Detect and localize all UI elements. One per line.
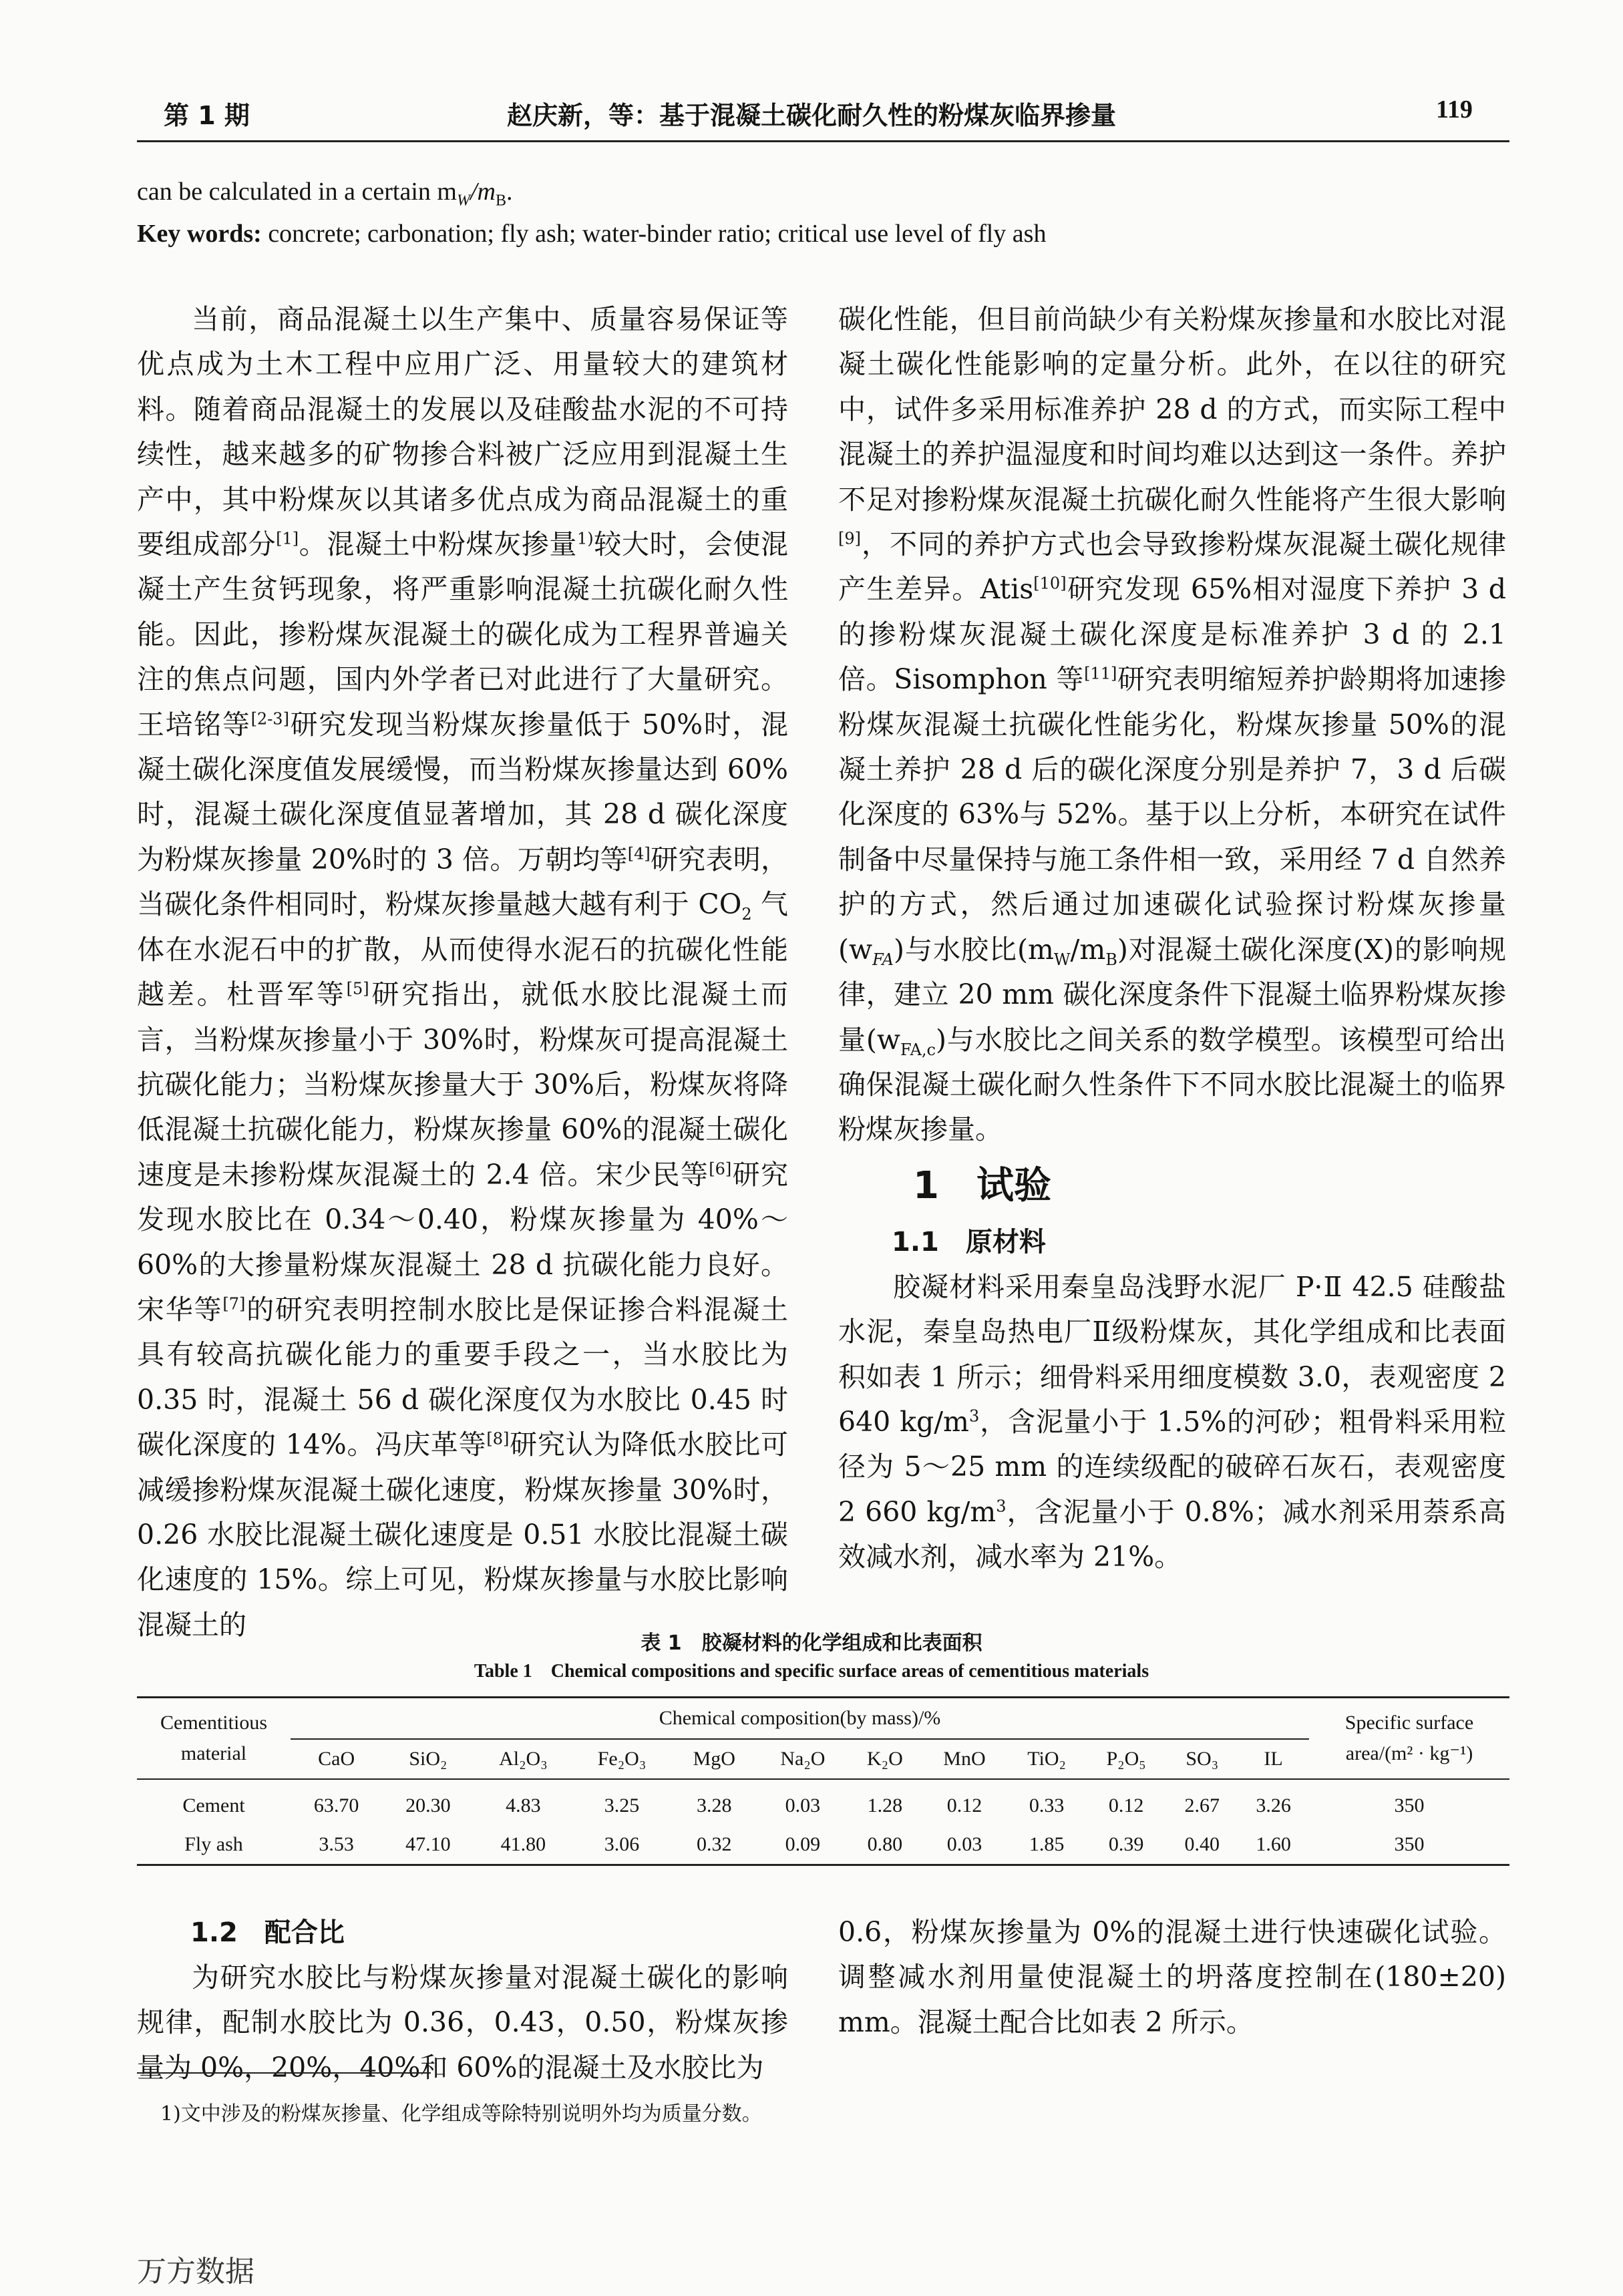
table1-col-header: SiO₂ [382, 1739, 474, 1779]
footnote-rule [137, 2072, 431, 2074]
intro-paragraph: 当前，商品混凝土以生产集中、质量容易保证等优点成为土木工程中应用广泛、用量较大的建筑材料。随着商品混凝土的发展以及硅酸盐水泥的不可持续性，越来越多的矿物掺合料被广泛应用到混凝土生产中，其中粉煤灰以其诸多优点成为商品混凝土的重要组成部分[1]。混凝土中粉煤灰掺量$^{1)}$较大时，会使混凝土产生贫钙现象，将严重影响混凝土抗碳化耐久性能。因此，掺粉煤灰混凝土的碳化成为工程界普遍关注的焦点问题，国内外学者已对此进行了大量研究。王培铭等[2-3]研究发现当粉煤灰掺量低于 50%时，混凝土碳化深度值发展缓慢，而当粉煤灰掺量达到 60%时，混凝土碳化深度值显著增加，其 28 d 碳化深度为粉煤灰掺量 20%时的 3 倍。万朝均等[4]研究表明，当碳化条件相同时，粉煤灰掺量越大越有利于 $CO_2$ 气体在水泥石中的扩散，从而使得水泥石的抗碳化性能越差。杜晋军等[5]研究指出，就低水胶比混凝土而言，当粉煤灰掺量小于 30%时，粉煤灰可提高混凝土抗碳化能力；当粉煤灰掺量大于 30%后，粉煤灰将降低混凝土抗碳化能力，粉煤灰掺量 60%的混凝土碳化速度是未掺粉煤灰混凝土的 2.4 倍。宋少民等[6]研究发现水胶比在 0.34～0.40，粉煤灰掺量为 40%～60%的大掺量粉煤灰混凝土 28 d 抗碳化能力良好。宋华等[7]的研究表明控制水胶比是保证掺合料混凝土具有较高抗碳化能力的重要手段之一，当水胶比为 0.35 时，混凝土 56 d 碳化深度仅为水胶比 0.45 时碳化深度的 14%。冯庆革等[8]研究认为降低水胶比可减缓掺粉煤灰混凝土碳化速度，粉煤灰掺量 30%时，0.26 水胶比混凝土碳化速度是 0.51 水胶比混凝土碳化速度的 15%。综上可见，粉煤灰掺量与水胶比影响混凝土的 [137, 303, 789, 1641]
table-cell: 1.60 [1238, 1825, 1309, 1865]
table-cell: 0.03 [922, 1825, 1008, 1865]
table1-col-header: MnO [922, 1739, 1008, 1779]
row-material-name: Cement [182, 1794, 245, 1816]
row-ssa: 350 [1394, 1794, 1425, 1816]
table-cell: 3.25 [604, 1794, 640, 1816]
table-cell: 47.10 [382, 1825, 474, 1865]
table1 [137, 1696, 1509, 1866]
running-title: 赵庆新，等：基于混凝土碳化耐久性的粉煤灰临界掺量 [506, 101, 1116, 130]
table1-col-header: IL [1238, 1739, 1309, 1779]
table1-col-header: CaO [291, 1739, 382, 1779]
table-cell: 63.70 [313, 1794, 359, 1816]
table-cell: 0.03 [785, 1794, 821, 1816]
table-cell: 20.30 [405, 1794, 451, 1816]
page-number: 119 [1436, 95, 1473, 124]
table-cell: 1.28 [867, 1794, 903, 1816]
table-cell: 3.26 [1256, 1794, 1291, 1816]
section-1-1-heading: 1.1 原材料 [892, 1226, 1046, 1258]
materials-paragraph: 胶凝材料采用秦皇岛浅野水泥厂 P·Ⅱ 42.5 硅酸盐水泥，秦皇岛热电厂Ⅱ级粉煤灰，其化学组成和比表面积如表 1 所示；细骨料采用细度模数 3.0，表观密度 2 640 $kg/m^3$，含泥量小于 1.5%的河砂；粗骨料采用粒径为 5～25 mm 的连续级配的破碎石灰石，表观密度 2 660 $kg/m^3$，含泥量小于 0.8%；减水剂采用萘系高效减水剂，减水率为 21%。 [838, 1270, 1506, 1573]
table1-col-header: MgO [671, 1739, 757, 1779]
table-cell: 3.28 [697, 1794, 732, 1816]
section-1-2-left [137, 1910, 788, 2090]
left-column [137, 297, 788, 1648]
table-row [137, 1825, 1509, 1865]
table-cell: 0.09 [757, 1825, 848, 1865]
table-cell: 0.12 [946, 1794, 982, 1816]
table1-col-header: Al₂O₃ [474, 1739, 573, 1779]
mix-paragraph: 为研究水胶比与粉煤灰掺量对混凝土碳化的影响规律，配制水胶比为 0.36，0.43，0.50，粉煤灰掺量为 0%，20%，40%和 60%的混凝土及水胶比为 [137, 1961, 788, 2084]
header-rule [137, 140, 1509, 142]
section-1-2-right [838, 1910, 1506, 2045]
right-column [838, 297, 1506, 1580]
table1-caption-cn: 表 1 胶凝材料的化学组成和比表面积 [641, 1632, 982, 1655]
journal-issue: 第 1 期 [164, 101, 250, 130]
table1-col-header: Na₂O [757, 1739, 848, 1779]
keywords: Key words: concrete; carbonation; fly ash; water-binder ratio; critical use level of fly ash [137, 220, 1047, 248]
table1-col-header: SO₃ [1166, 1739, 1238, 1779]
table1-header-ssa: Specific surface area/(m² · kg⁻¹) [1309, 1698, 1509, 1780]
table-cell: 0.12 [1108, 1794, 1144, 1816]
abstract-tail: can be calculated in a certain $m_W/m_B$. [137, 178, 513, 210]
table-cell: 0.32 [671, 1825, 757, 1865]
footnote: 1)文中涉及的粉煤灰掺量、化学组成等除特别说明外均为质量分数。 [160, 2102, 762, 2126]
table-cell: 41.80 [474, 1825, 573, 1865]
table-cell: 2.67 [1184, 1794, 1220, 1816]
table1-header-material: Cementitious material [137, 1698, 291, 1780]
section-1-heading: 1 试验 [913, 1163, 1051, 1207]
table-cell: 0.40 [1166, 1825, 1238, 1865]
table-cell: 0.80 [848, 1825, 921, 1865]
mix-paragraph-continuation: 0.6，粉煤灰掺量为 0%的混凝土进行快速碳化试验。调整减水剂用量使混凝土的坍落度控制在(180±20) mm。混凝土配合比如表 2 所示。 [838, 1916, 1506, 2038]
row-ssa: 350 [1309, 1825, 1509, 1865]
table1-caption-en: Table 1 Chemical compositions and specific surface areas of cementitious materials [474, 1661, 1149, 1682]
table1-col-header: Fe₂O₃ [572, 1739, 671, 1779]
table1-header-chem: Chemical composition(by mass)/% [291, 1698, 1309, 1740]
table-cell: 3.53 [291, 1825, 382, 1865]
table1-col-header: TiO₂ [1007, 1739, 1085, 1779]
section-1-2-heading: 1.2 配合比 [190, 1917, 345, 1948]
table-row [137, 1779, 1509, 1825]
keywords-label: Key words: [137, 220, 262, 248]
table-cell: 0.39 [1086, 1825, 1167, 1865]
table-cell: 4.83 [506, 1794, 541, 1816]
table-cell: 1.85 [1007, 1825, 1085, 1865]
table-cell: 0.33 [1029, 1794, 1065, 1816]
intro-continuation: 碳化性能，但目前尚缺少有关粉煤灰掺量和水胶比对混凝土碳化性能影响的定量分析。此外，在以往的研究中，试件多采用标准养护 28 d 的方式，而实际工程中混凝土的养护温湿度和时间均难以达到这一条件。养护不足对掺粉煤灰混凝土抗碳化耐久性能将产生很大影响[9]，不同的养护方式也会导致掺粉煤灰混凝土碳化规律产生差异。Atis[10]研究发现 65%相对湿度下养护 3 d 的掺粉煤灰混凝土碳化深度是标准养护 3 d 的 2.1 倍。Sisomphon 等[11]研究表明缩短养护龄期将加速掺粉煤灰混凝土抗碳化性能劣化，粉煤灰掺量 50%的混凝土养护 28 d 后的碳化深度分别是养护 7，3 d 后碳化深度的 63%与 52%。基于以上分析，本研究在试件制备中尽量保持与施工条件相一致，采用经 7 d 自然养护的方式，然后通过加速碳化试验探讨粉煤灰掺量$(w_{FA})$与水胶比$(m_W/m_B)$对混凝土碳化深度(X)的影响规律，建立 20 mm 碳化深度条件下混凝土临界粉煤灰掺量$(w_{FA,c})$与水胶比之间关系的数学模型。该模型可给出确保混凝土碳化耐久性条件下不同水胶比混凝土的临界粉煤灰掺量。 [838, 303, 1507, 1146]
table1-col-header: P₂O₅ [1086, 1739, 1167, 1779]
watermark: 万方数据 [137, 2255, 254, 2289]
table-cell: 3.06 [572, 1825, 671, 1865]
table1-col-header: K₂O [848, 1739, 921, 1779]
row-material-name: Fly ash [137, 1825, 291, 1865]
